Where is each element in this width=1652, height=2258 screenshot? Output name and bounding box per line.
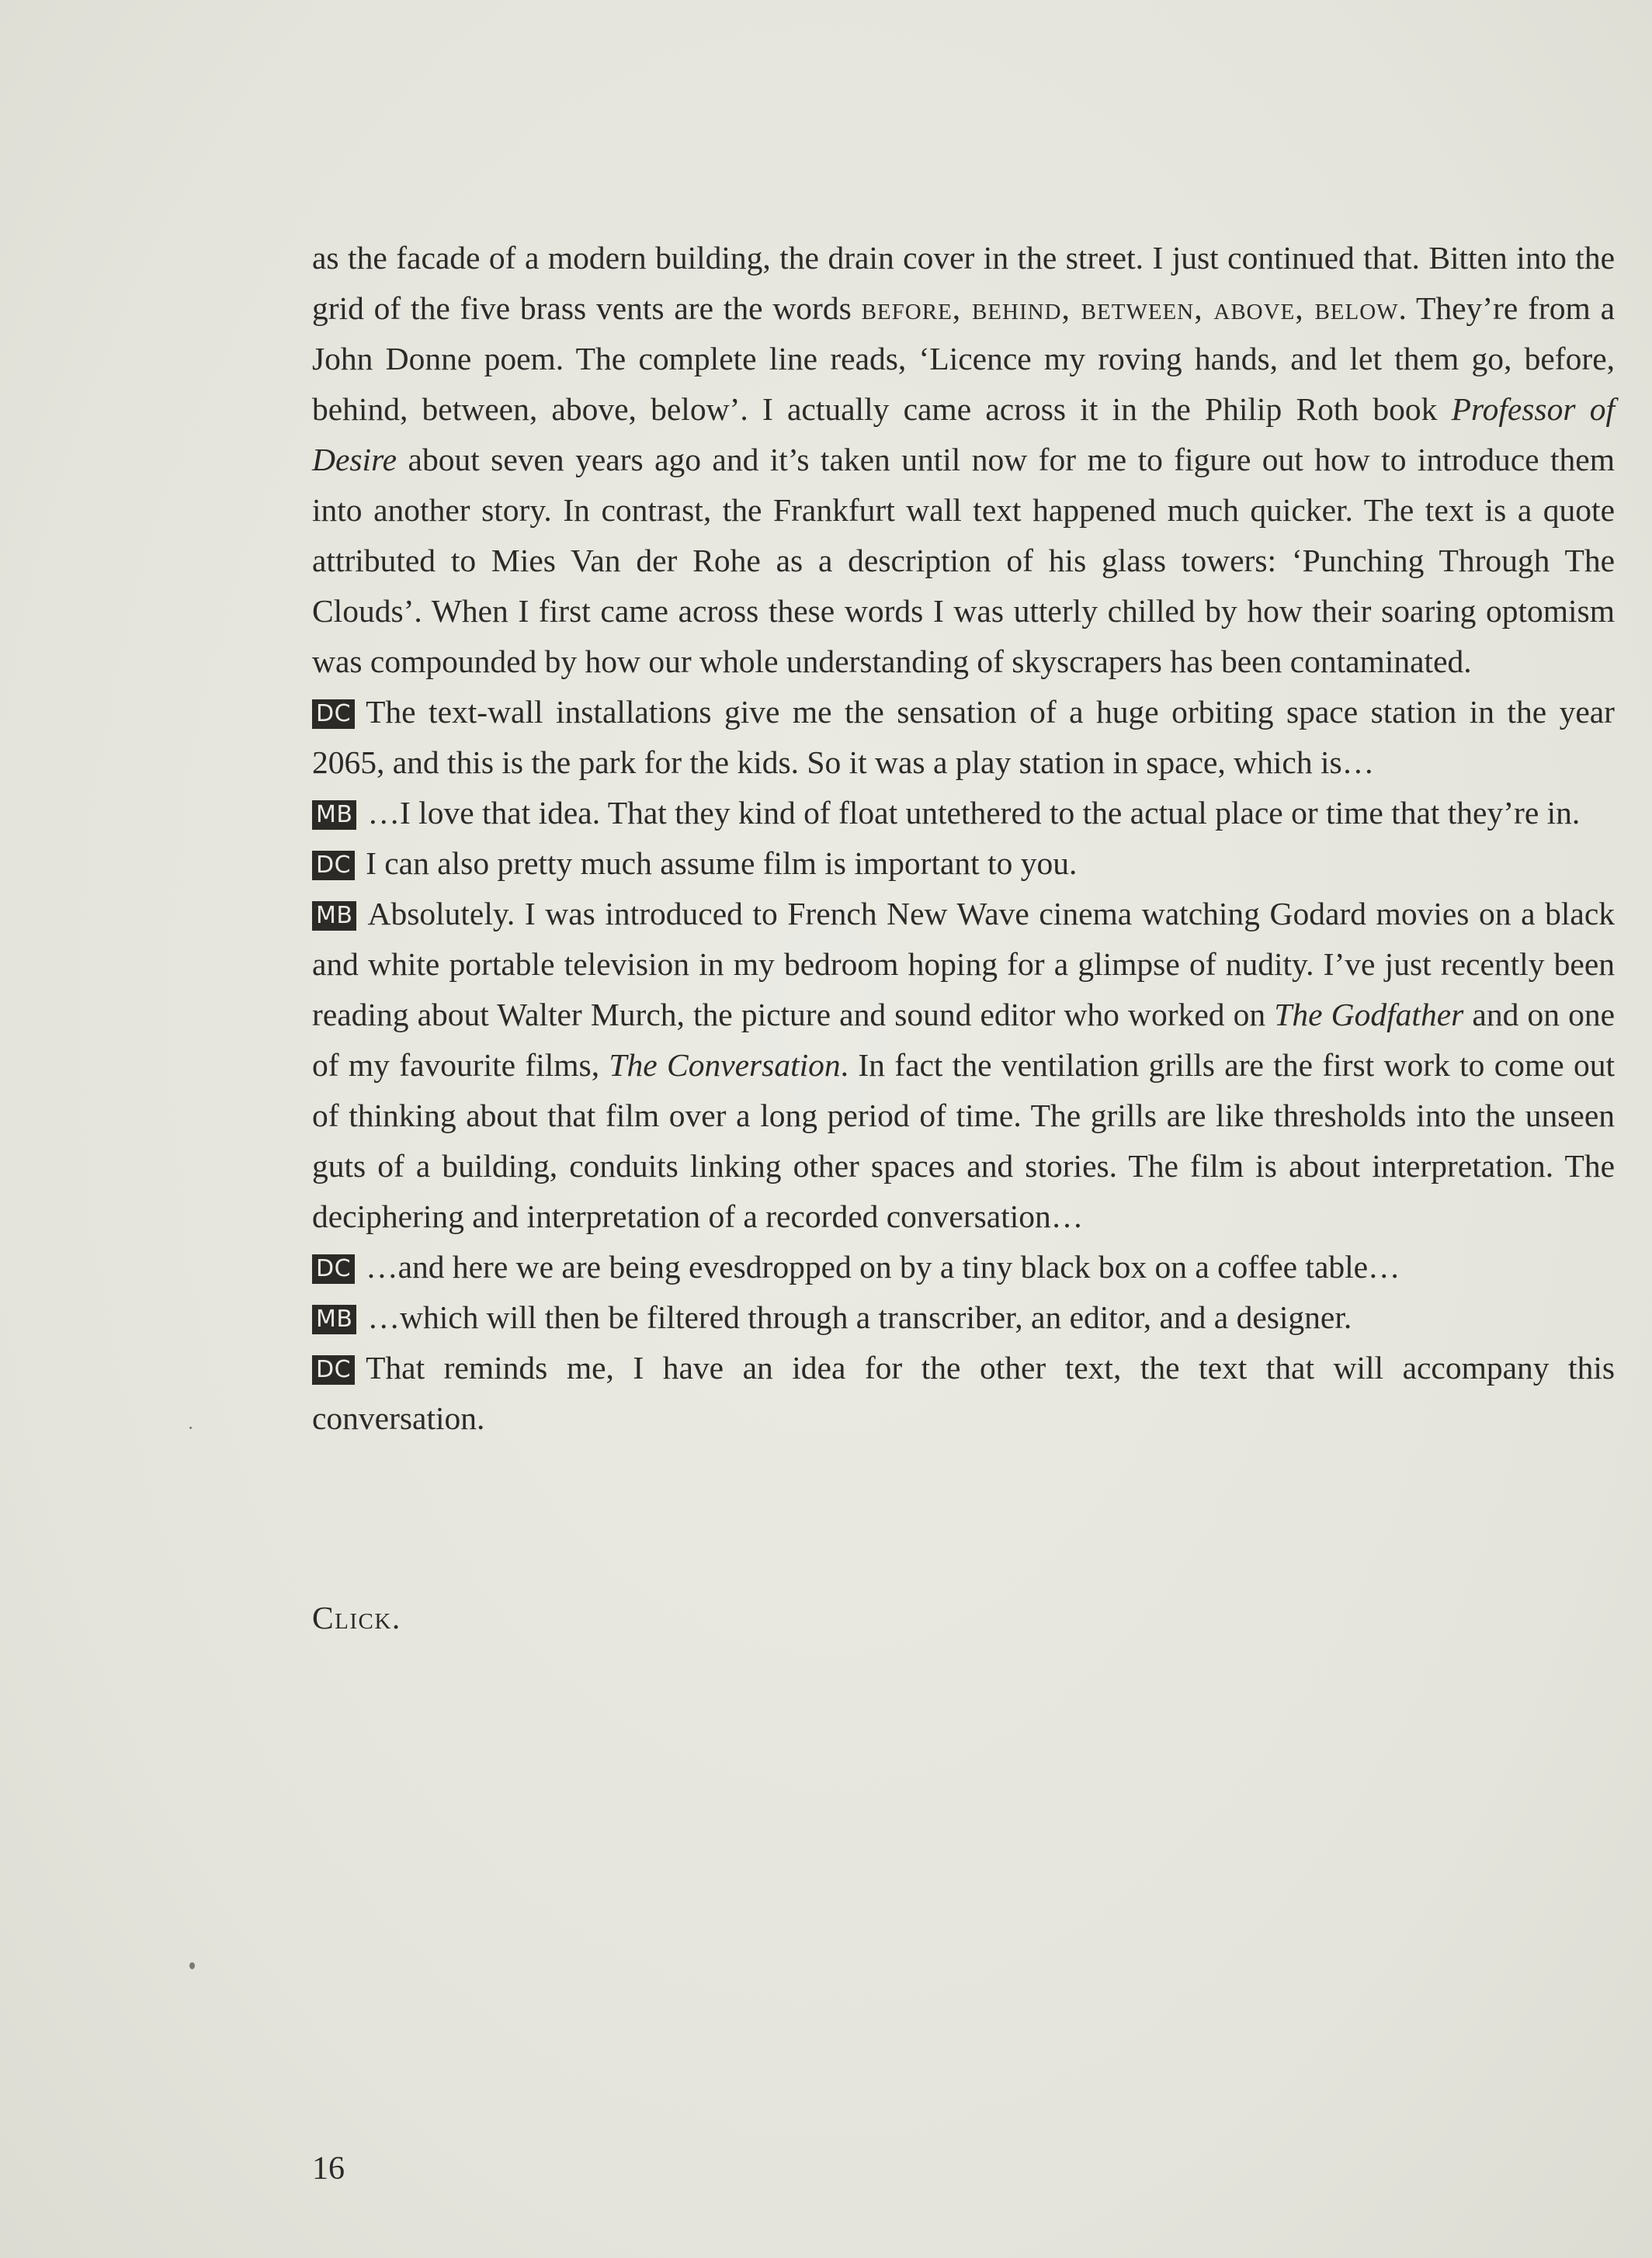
text-run: as the facade of a modern building, the drain cover in the street. I just continued that. Bitten into the grid of the five brass vents are the words	[312, 240, 1615, 326]
paragraph	[312, 233, 1615, 687]
text-run: …which will then be filtered through a transcriber, an editor, and a designer.	[367, 1299, 1352, 1335]
speaker-tag: DC	[312, 851, 355, 880]
dust-speck	[189, 1962, 195, 1969]
page-number: 16	[312, 2151, 345, 2187]
text-run: …and here we are being evesdropped on by a tiny black box on a coffee table…	[366, 1249, 1400, 1285]
text-run: That reminds me, I have an idea for the other text, the text that will accompany this conversation.	[312, 1350, 1615, 1436]
closing-word: Click.	[312, 1600, 401, 1635]
title-italic: The Conversation	[609, 1047, 841, 1083]
paragraph	[312, 788, 1615, 838]
dust-speck	[189, 1427, 192, 1429]
paragraph	[312, 1292, 1615, 1343]
interview-text	[312, 233, 1615, 1444]
speaker-tag: DC	[312, 1254, 355, 1284]
speaker-tag: DC	[312, 699, 355, 729]
paragraph	[312, 1242, 1615, 1292]
text-run: The text-wall installations give me the sensation of a huge orbiting space station in the year 2065, and this is the park for the kids. So it was a play station in space, which is…	[312, 694, 1615, 780]
text-run: I can also pretty much assume film is important to you.	[366, 845, 1078, 881]
text-run: and on one of my favourite films,	[312, 997, 1616, 1083]
speaker-tag: MB	[312, 1305, 356, 1334]
text-run: . In fact the ventilation grills are the first work to come out of thinking about that film over a long period of time. The grills are like thresholds into the unseen guts of a building, conduits linking other spaces and stories. The film is about interpretation. The deciphering and interpretation of a recorded conversation…	[312, 1047, 1615, 1234]
speaker-tag: DC	[312, 1355, 355, 1385]
text-run: . They’re from a John Donne poem. The complete line reads, ‘Licence my roving hands, and let them go, before, behind, between, above, below’. I actually came across it in the Philip Roth book	[312, 290, 1616, 427]
paragraph	[312, 1343, 1615, 1444]
small-caps-words: before, behind, between, above, below	[861, 290, 1399, 326]
paragraph	[312, 838, 1615, 889]
text-run: Absolutely. I was introduced to French New Wave cinema watching Godard movies on a black and white portable television in my bedroom hoping for a glimpse of nudity. I’ve just recently been reading about Walter Murch, the picture and sound editor who worked on	[312, 896, 1615, 1032]
text-run: about seven years ago and it’s taken until now for me to figure out how to introduce them into another story. In contrast, the Frankfurt wall text happened much quicker. The text is a quote attributed to Mies Van der Rohe as a description of his glass towers: ‘Punching Through The Clouds’. When I first came across these words I was utterly chilled by how their soaring optomism was compounded by how our whole understanding of skyscrapers has been contaminated.	[312, 442, 1615, 679]
title-italic: The Godfather	[1274, 997, 1464, 1032]
paragraph	[312, 687, 1615, 788]
speaker-tag: MB	[312, 800, 356, 830]
title-italic: Professor of Desire	[312, 391, 1615, 477]
text-run: …I love that idea. That they kind of float untethered to the actual place or time that they’re in.	[367, 795, 1581, 831]
paragraph	[312, 889, 1615, 1242]
speaker-tag: MB	[312, 901, 356, 931]
